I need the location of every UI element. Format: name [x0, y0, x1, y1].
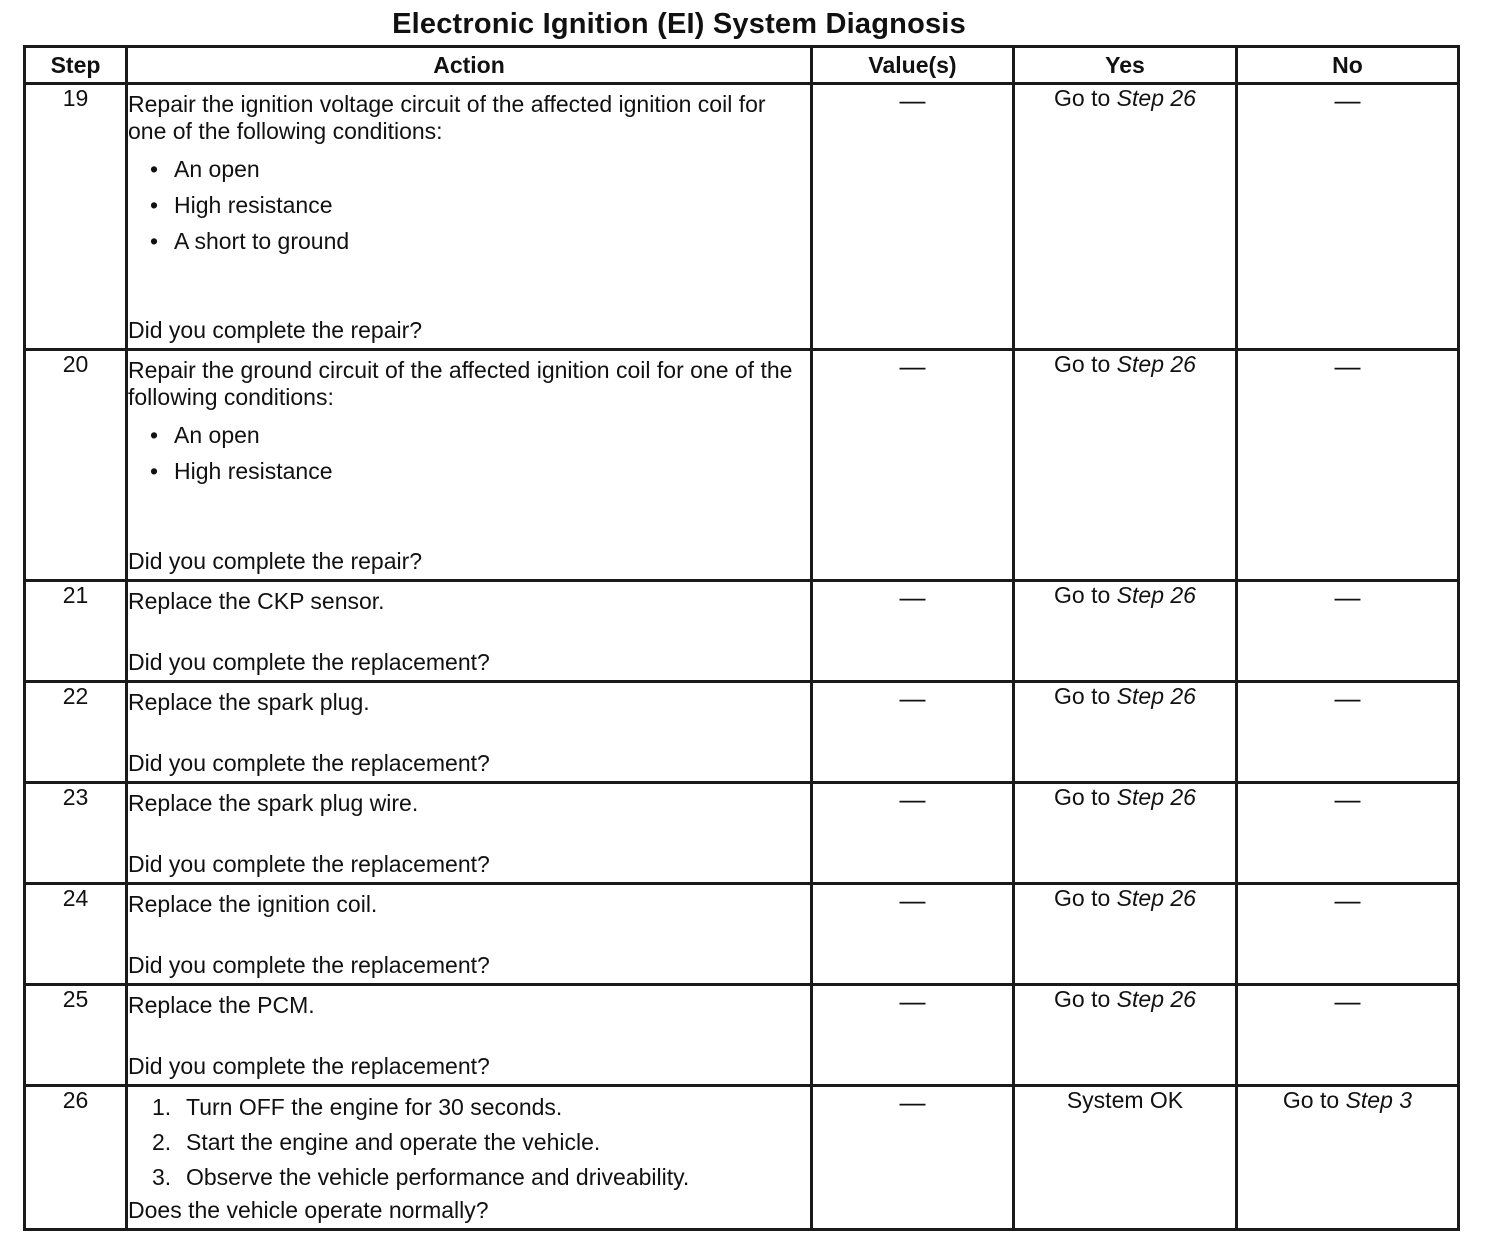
action-question: Does the vehicle operate normally?: [128, 1197, 489, 1223]
action-text: Replace the spark plug.: [128, 689, 370, 715]
condition-list: [150, 151, 810, 259]
step-number: 25: [25, 985, 127, 1086]
action-question: Did you complete the replacement?: [128, 649, 490, 675]
list-item: 3. Observe the vehicle performance and driveability.: [152, 1164, 690, 1190]
no-cell: —: [1237, 350, 1459, 581]
list-item: • High resistance: [150, 187, 810, 223]
step-number: 22: [25, 682, 127, 783]
list-item: • A short to ground: [150, 223, 810, 259]
no-cell: —: [1237, 884, 1459, 985]
table-row-step-25: [25, 985, 1459, 1086]
header-values: Value(s): [812, 47, 1014, 84]
action-question: Did you complete the repair?: [128, 317, 423, 343]
bullet-icon: •: [150, 458, 159, 484]
header-row: [25, 47, 1459, 84]
bullet-icon: •: [150, 156, 159, 182]
step-number: 26: [25, 1086, 127, 1230]
step-number: 20: [25, 350, 127, 581]
action-cell: [127, 985, 812, 1086]
table-row-step-24: [25, 884, 1459, 985]
list-item: • High resistance: [150, 453, 810, 489]
no-cell: Go to Step 3: [1237, 1086, 1459, 1230]
no-cell: —: [1237, 985, 1459, 1086]
step-number: 19: [25, 84, 127, 350]
procedure-list: [152, 1090, 810, 1195]
yes-cell: Go to Step 26: [1014, 783, 1237, 884]
bullet-icon: •: [150, 228, 159, 254]
goto-step-link: Step 26: [1116, 683, 1196, 709]
action-cell: [127, 84, 812, 350]
value-cell: —: [812, 985, 1014, 1086]
goto-step-link: Step 26: [1116, 85, 1196, 111]
list-item: 2. Start the engine and operate the vehicle.: [152, 1129, 601, 1155]
goto-step-link: Step 26: [1116, 885, 1196, 911]
action-cell: [127, 783, 812, 884]
header-step: Step: [25, 47, 127, 84]
goto-step-link: Step 26: [1116, 351, 1196, 377]
yes-cell: Go to Step 26: [1014, 884, 1237, 985]
action-text: Replace the spark plug wire.: [128, 790, 419, 816]
yes-cell: Go to Step 26: [1014, 84, 1237, 350]
document-title: Electronic Ignition (EI) System Diagnosis: [392, 8, 966, 40]
list-item: • An open: [150, 417, 810, 453]
table-row-step-26: [25, 1086, 1459, 1230]
header-no: No: [1237, 47, 1459, 84]
bullet-icon: •: [150, 192, 159, 218]
table-row-step-23: [25, 783, 1459, 884]
table-row-step-19: [25, 84, 1459, 350]
step-number: 23: [25, 783, 127, 884]
list-item: • An open: [150, 151, 810, 187]
action-cell: [127, 581, 812, 682]
step-number: 24: [25, 884, 127, 985]
table-row-step-20: [25, 350, 1459, 581]
action-question: Did you complete the repair?: [128, 548, 423, 574]
yes-cell: Go to Step 26: [1014, 350, 1237, 581]
action-text: Replace the PCM.: [128, 992, 315, 1018]
header-yes: Yes: [1014, 47, 1237, 84]
yes-cell: Go to Step 26: [1014, 682, 1237, 783]
action-text: Repair the ground circuit of the affected ignition coil for one of the following conditions:: [128, 357, 793, 410]
goto-step-link: Step 26: [1116, 784, 1196, 810]
goto-step-link: Step 26: [1116, 582, 1196, 608]
no-cell: —: [1237, 682, 1459, 783]
no-cell: —: [1237, 581, 1459, 682]
value-cell: —: [812, 581, 1014, 682]
diagnosis-table: [23, 45, 1460, 1231]
action-cell: [127, 682, 812, 783]
value-cell: —: [812, 682, 1014, 783]
action-question: Did you complete the replacement?: [128, 750, 490, 776]
action-text: Repair the ignition voltage circuit of the affected ignition coil for one of the following conditions:: [128, 91, 766, 144]
value-cell: —: [812, 84, 1014, 350]
action-cell: [127, 1086, 812, 1230]
value-cell: —: [812, 783, 1014, 884]
yes-cell: Go to Step 26: [1014, 581, 1237, 682]
value-cell: —: [812, 1086, 1014, 1230]
no-cell: —: [1237, 783, 1459, 884]
goto-step-link: Step 26: [1116, 986, 1196, 1012]
action-text: Replace the ignition coil.: [128, 891, 378, 917]
table-row-step-21: [25, 581, 1459, 682]
list-item: 1. Turn OFF the engine for 30 seconds.: [152, 1094, 563, 1120]
yes-cell: System OK: [1014, 1086, 1237, 1230]
action-question: Did you complete the replacement?: [128, 851, 490, 877]
action-text: Replace the CKP sensor.: [128, 588, 385, 614]
bullet-icon: •: [150, 422, 159, 448]
condition-list: [150, 417, 810, 489]
value-cell: —: [812, 884, 1014, 985]
no-cell: —: [1237, 84, 1459, 350]
step-number: 21: [25, 581, 127, 682]
goto-step-link: Step 3: [1345, 1087, 1413, 1113]
action-cell: [127, 350, 812, 581]
action-question: Did you complete the replacement?: [128, 1053, 490, 1079]
header-action: Action: [127, 47, 812, 84]
action-cell: [127, 884, 812, 985]
table-row-step-22: [25, 682, 1459, 783]
yes-cell: Go to Step 26: [1014, 985, 1237, 1086]
action-question: Did you complete the replacement?: [128, 952, 490, 978]
value-cell: —: [812, 350, 1014, 581]
